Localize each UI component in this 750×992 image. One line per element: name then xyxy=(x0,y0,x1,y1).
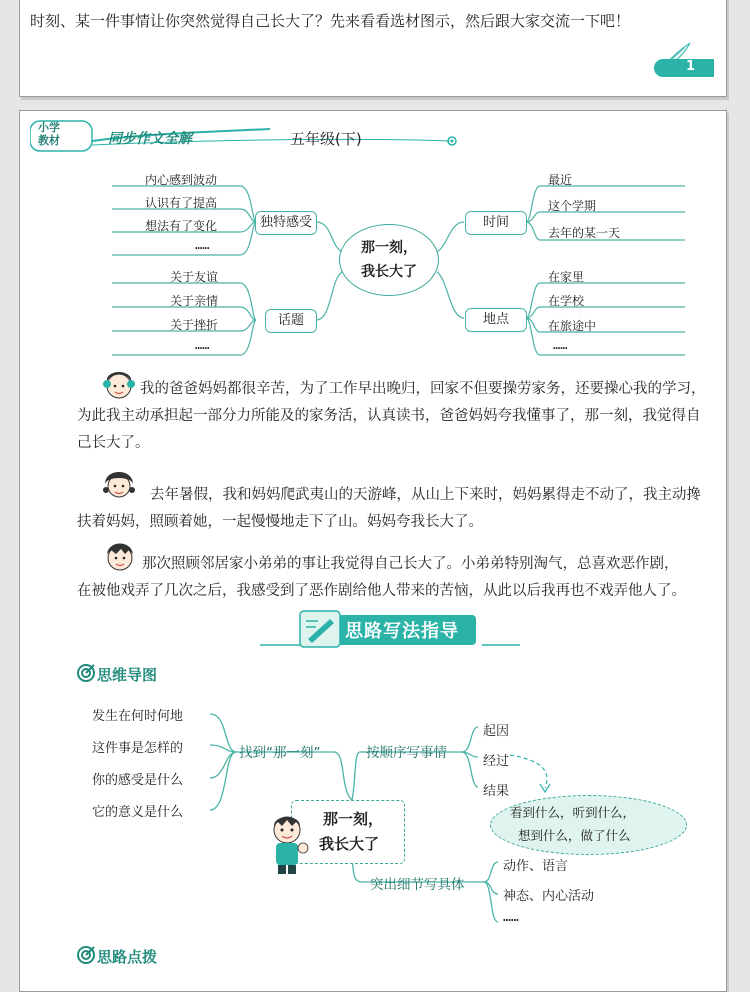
mm1-item: …… xyxy=(195,338,210,352)
subtitle-mindmap: 思维导图 xyxy=(97,666,158,684)
boy-avatar-icon xyxy=(101,538,139,576)
mm1-item: 关于挫折 xyxy=(170,318,219,332)
mm2-branch-order: 按顺序写事情 xyxy=(366,745,447,761)
mm2-detail-item: 动作、语言 xyxy=(503,859,569,874)
mm1-item: 这个学期 xyxy=(548,199,597,213)
girl-avatar-icon xyxy=(101,368,137,404)
mm2-order-item: 经过 xyxy=(483,754,510,769)
mm1-item: 去年的某一天 xyxy=(548,226,621,240)
mm1-item: 在学校 xyxy=(548,294,585,308)
mm1-node-place: 地点 xyxy=(465,308,527,332)
mm2-detail-item: …… xyxy=(503,910,519,925)
mm1-item: 想法有了变化 xyxy=(145,219,218,233)
mm1-item: 内心感到波动 xyxy=(145,173,218,187)
mm1-node-topic: 话题 xyxy=(265,309,317,333)
mm1-node-feeling: 独特感受 xyxy=(255,211,317,235)
mm2-left-item: 这件事是怎样的 xyxy=(92,741,184,756)
mm1-item: 最近 xyxy=(548,173,573,187)
mm2-detail-item: 神态、内心活动 xyxy=(503,889,595,904)
mm1-item: …… xyxy=(195,238,210,252)
bubble-line-2: 想到什么，做了什么 xyxy=(518,828,631,843)
mindmap1-lines xyxy=(0,0,750,370)
paragraph-3-line-1: 那次照顾邻居家小弟弟的事让我觉得自己长大了。小弟弟特别淘气，总喜欢恶作剧， xyxy=(142,556,679,572)
mm2-center-line-2: 我长大了 xyxy=(319,835,380,853)
paragraph-2-line-2: 扶着妈妈，照顾着她，一起慢慢地走下了山。妈妈夸我长大了。 xyxy=(77,514,483,530)
mm2-branch-details: 突出细节写具体 xyxy=(370,877,465,893)
mm1-item: 在家里 xyxy=(548,270,585,284)
mm1-item: …… xyxy=(553,338,568,352)
boy-thumbs-up-icon xyxy=(262,812,312,876)
mm2-left-item: 发生在何时何地 xyxy=(92,709,184,724)
target-icon xyxy=(77,946,95,964)
mm1-center: 那一刻， 我长大了 xyxy=(339,224,439,296)
mm2-left-item: 它的意义是什么 xyxy=(92,805,184,820)
mm1-item: 关于亲情 xyxy=(170,294,219,308)
subtitle-tips: 思路点拨 xyxy=(97,948,158,966)
mm1-node-time: 时间 xyxy=(465,211,527,235)
logo-title: 同步作文全解 xyxy=(108,131,192,147)
mm2-order-item: 起因 xyxy=(483,724,510,739)
bubble-line-1: 看到什么，听到什么， xyxy=(510,805,636,820)
girl-curly-avatar-icon xyxy=(101,466,137,504)
mm2-order-item: 结果 xyxy=(483,784,510,799)
page-number: 1 xyxy=(686,59,696,74)
mm1-item: 关于友谊 xyxy=(170,270,219,284)
target-icon xyxy=(77,664,95,682)
mm2-left-item: 你的感受是什么 xyxy=(92,773,184,788)
intro-text: 时刻、某一件事情让你突然觉得自己长大了？先来看看选材图示，然后跟大家交流一下吧！ xyxy=(30,12,631,30)
paragraph-3-line-2: 在被他戏弄了几次之后，我感受到了恶作剧给他人带来的苦恼，从此以后我再也不戏弄他人了。 xyxy=(77,583,686,599)
paragraph-1-line-2: 为此我主动承担起一部分力所能及的家务活，认真读书，爸爸妈妈夸我懂事了，那一刻，我觉得自 xyxy=(77,408,701,424)
mm1-item: 在旅途中 xyxy=(548,319,597,333)
paragraph-1-line-3: 己长大了。 xyxy=(77,435,150,451)
grade-label: 五年级(下) xyxy=(290,130,362,148)
paragraph-1-line-1: 我的爸爸妈妈都很辛苦，为了工作早出晚归，回家不但要操劳家务，还要操心我的学习， xyxy=(140,381,706,397)
logo-badge-text: 小学 教材 xyxy=(38,121,60,147)
section-title: 思路写法指导 xyxy=(345,621,459,642)
mm2-center-line-1: 那一刻， xyxy=(323,810,384,828)
mm1-item: 认识有了提高 xyxy=(145,196,218,210)
paragraph-2-line-1: 去年暑假，我和妈妈爬武夷山的天游峰，从山上下来时，妈妈累得走不动了，我主动搀 xyxy=(150,487,701,503)
mm2-branch-find-moment: 找到“那一刻” xyxy=(239,745,321,761)
